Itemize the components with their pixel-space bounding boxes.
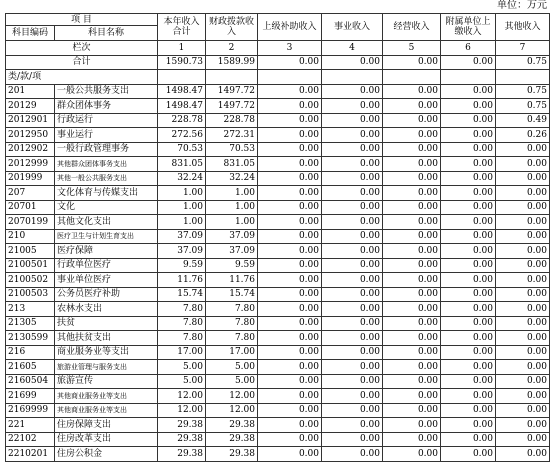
subject-name: 其他群众团体事务支出 (55, 157, 158, 172)
cell-value: 0.00 (496, 142, 550, 157)
cell-value: 0.00 (258, 171, 322, 186)
cell-value: 0.00 (496, 447, 550, 462)
cell-value: 0.00 (496, 287, 550, 302)
cell-value: 0.00 (441, 316, 496, 331)
total-value: 0.00 (322, 55, 383, 70)
cell-value: 0.75 (496, 99, 550, 114)
cell-value: 7.80 (158, 302, 206, 317)
subject-name: 医疗保障 (55, 244, 158, 259)
table-row (6, 331, 550, 346)
cell-value: 0.00 (383, 186, 441, 201)
cell-value: 0.00 (258, 84, 322, 99)
cell-value: 0.00 (383, 128, 441, 143)
subject-name: 住房改革支出 (55, 432, 158, 447)
cell-value: 0.26 (496, 128, 550, 143)
cell-value: 37.09 (206, 244, 258, 259)
table-row (6, 447, 550, 462)
cell-value: 5.00 (158, 360, 206, 375)
total-value: 1590.73 (158, 55, 206, 70)
cell-value: 0.00 (258, 142, 322, 157)
cell-value: 0.00 (441, 403, 496, 418)
cell-value: 0.00 (322, 331, 383, 346)
table-row (6, 432, 550, 447)
cell-value: 0.00 (258, 287, 322, 302)
subject-name: 其他商业服务业等支出 (55, 389, 158, 404)
table-row (6, 142, 550, 157)
cell-value: 12.00 (158, 389, 206, 404)
subject-name: 行政运行 (55, 113, 158, 128)
table-row (6, 229, 550, 244)
subject-name: 其他商业服务业等支出 (55, 403, 158, 418)
lanci-row (6, 41, 550, 56)
cell-value: 0.00 (383, 302, 441, 317)
cell-value: 0.00 (441, 345, 496, 360)
cell-value: 0.00 (441, 389, 496, 404)
cell-value: 0.00 (441, 99, 496, 114)
total-value: 0.75 (496, 55, 550, 70)
cell-value: 17.00 (158, 345, 206, 360)
table-row (6, 287, 550, 302)
cell-value: 0.00 (441, 142, 496, 157)
cell-value: 37.09 (158, 229, 206, 244)
cell-value: 0.00 (322, 186, 383, 201)
cell-value: 0.00 (322, 360, 383, 375)
cell-value: 0.00 (322, 432, 383, 447)
subject-code: 20129 (6, 99, 55, 114)
subject-code: 21699 (6, 389, 55, 404)
total-value: 1589.99 (206, 55, 258, 70)
cell-value: 0.00 (441, 200, 496, 215)
cell-value: 0.00 (441, 302, 496, 317)
cell-value: 0.00 (383, 258, 441, 273)
cell-value: 0.00 (322, 244, 383, 259)
cell-value: 0.00 (322, 345, 383, 360)
subject-code: 207 (6, 186, 55, 201)
cell-value: 7.80 (206, 302, 258, 317)
subject-name: 行政单位医疗 (55, 258, 158, 273)
cell-value: 0.00 (441, 157, 496, 172)
cell-value: 0.00 (322, 258, 383, 273)
cell-value: 0.00 (441, 113, 496, 128)
cell-value: 0.00 (322, 403, 383, 418)
cell-value: 0.00 (322, 273, 383, 288)
cell-value: 29.38 (158, 447, 206, 462)
cell-value: 0.00 (258, 302, 322, 317)
cell-value: 228.78 (206, 113, 258, 128)
subject-code: 210 (6, 229, 55, 244)
subject-code: 216 (6, 345, 55, 360)
cell-value: 0.49 (496, 113, 550, 128)
cell-value: 0.00 (322, 200, 383, 215)
cell-value: 0.00 (322, 171, 383, 186)
subject-code: 20701 (6, 200, 55, 215)
subject-code: 2100501 (6, 258, 55, 273)
cell-value: 1498.47 (158, 99, 206, 114)
col-header-3: 上级补助收入 (258, 14, 322, 41)
cell-value: 29.38 (158, 418, 206, 433)
cell-value: 0.00 (496, 171, 550, 186)
col-header-5: 经营收入 (383, 14, 441, 41)
cell-value: 0.00 (496, 345, 550, 360)
cell-value: 0.00 (441, 287, 496, 302)
cell-value: 0.00 (496, 432, 550, 447)
cell-value: 272.56 (158, 128, 206, 143)
cell-value: 29.38 (158, 432, 206, 447)
subject-name: 一般公共服务支出 (55, 84, 158, 99)
cell-value: 0.00 (258, 331, 322, 346)
subject-code: 2012902 (6, 142, 55, 157)
cell-value: 831.05 (206, 157, 258, 172)
cell-value: 0.00 (383, 418, 441, 433)
cell-value: 15.74 (158, 287, 206, 302)
class-row (6, 70, 550, 85)
cell-value: 7.80 (158, 331, 206, 346)
cell-value: 0.00 (383, 331, 441, 346)
code-col-header: 科目编码 (6, 26, 55, 41)
income-table (5, 13, 550, 462)
subject-code: 2100503 (6, 287, 55, 302)
subject-code: 2130599 (6, 331, 55, 346)
cell-value: 1.00 (206, 200, 258, 215)
cell-value: 11.76 (206, 273, 258, 288)
cell-value: 7.80 (158, 316, 206, 331)
cell-value: 0.00 (496, 302, 550, 317)
cell-value: 0.00 (383, 244, 441, 259)
table-row (6, 302, 550, 317)
subject-code: 21005 (6, 244, 55, 259)
subject-code: 213 (6, 302, 55, 317)
cell-value: 29.38 (206, 447, 258, 462)
cell-value: 0.00 (441, 360, 496, 375)
cell-value: 0.00 (258, 418, 322, 433)
cell-value: 0.00 (441, 186, 496, 201)
cell-value: 1.00 (158, 200, 206, 215)
cell-value: 0.00 (258, 128, 322, 143)
cell-value: 0.00 (322, 374, 383, 389)
table-row (6, 99, 550, 114)
total-label: 合计 (6, 55, 158, 70)
cell-value: 11.76 (158, 273, 206, 288)
cell-value: 0.00 (496, 360, 550, 375)
cell-value: 0.00 (383, 200, 441, 215)
table-row (6, 389, 550, 404)
subject-name: 住房保障支出 (55, 418, 158, 433)
cell-value: 0.00 (322, 389, 383, 404)
cell-value: 0.00 (258, 316, 322, 331)
table-row (6, 171, 550, 186)
subject-name: 群众团体事务 (55, 99, 158, 114)
cell-value: 37.09 (206, 229, 258, 244)
subject-name: 农林水支出 (55, 302, 158, 317)
subject-name: 住房公积金 (55, 447, 158, 462)
total-value: 0.00 (441, 55, 496, 70)
col-header-1: 本年收入合计 (158, 14, 206, 41)
cell-value: 0.00 (383, 157, 441, 172)
cell-value: 1.00 (206, 186, 258, 201)
subject-name: 其他扶贫支出 (55, 331, 158, 346)
cell-value: 0.00 (322, 418, 383, 433)
unit-label: 单位：万元 (497, 0, 547, 11)
cell-value: 0.00 (496, 229, 550, 244)
total-row (6, 55, 550, 70)
cell-value: 0.00 (258, 186, 322, 201)
cell-value: 1.00 (158, 186, 206, 201)
table-row (6, 128, 550, 143)
cell-value: 0.00 (258, 273, 322, 288)
subject-name: 旅游业管理与服务支出 (55, 360, 158, 375)
cell-value: 0.00 (496, 418, 550, 433)
cell-value: 0.00 (383, 374, 441, 389)
cell-value: 12.00 (206, 403, 258, 418)
subject-code: 2210201 (6, 447, 55, 462)
cell-value: 0.00 (383, 171, 441, 186)
lanci-label: 栏次 (6, 41, 158, 56)
cell-value: 0.00 (258, 200, 322, 215)
subject-code: 201999 (6, 171, 55, 186)
table-row (6, 200, 550, 215)
subject-name: 事业单位医疗 (55, 273, 158, 288)
cell-value: 0.00 (441, 244, 496, 259)
subject-code: 2169999 (6, 403, 55, 418)
cell-value: 0.00 (383, 229, 441, 244)
subject-name: 文化 (55, 200, 158, 215)
col-header-4: 事业收入 (322, 14, 383, 41)
cell-value: 17.00 (206, 345, 258, 360)
cell-value: 0.00 (383, 389, 441, 404)
subject-name: 一般行政管理事务 (55, 142, 158, 157)
cell-value: 0.00 (496, 215, 550, 230)
cell-value: 0.00 (322, 287, 383, 302)
cell-value: 37.09 (158, 244, 206, 259)
cell-value: 1.00 (206, 215, 258, 230)
project-header: 项 目 (6, 14, 158, 26)
col-num: 2 (206, 41, 258, 56)
cell-value: 0.00 (322, 113, 383, 128)
table-row (6, 345, 550, 360)
cell-value: 272.31 (206, 128, 258, 143)
cell-value: 0.00 (258, 215, 322, 230)
col-num: 5 (383, 41, 441, 56)
table-row (6, 273, 550, 288)
table-row (6, 403, 550, 418)
subject-code: 2070199 (6, 215, 55, 230)
table-row (6, 374, 550, 389)
subject-code: 201 (6, 84, 55, 99)
cell-value: 0.00 (496, 186, 550, 201)
subject-code: 2012950 (6, 128, 55, 143)
cell-value: 7.80 (206, 331, 258, 346)
cell-value: 0.00 (383, 287, 441, 302)
cell-value: 0.00 (258, 244, 322, 259)
cell-value: 0.75 (496, 84, 550, 99)
cell-value: 0.00 (496, 200, 550, 215)
subject-code: 2160504 (6, 374, 55, 389)
cell-value: 12.00 (206, 389, 258, 404)
cell-value: 0.00 (322, 157, 383, 172)
table-row (6, 186, 550, 201)
table-row (6, 418, 550, 433)
cell-value: 0.00 (383, 215, 441, 230)
cell-value: 5.00 (206, 374, 258, 389)
col-num: 6 (441, 41, 496, 56)
cell-value: 0.00 (258, 99, 322, 114)
cell-value: 831.05 (158, 157, 206, 172)
cell-value: 0.00 (383, 142, 441, 157)
total-value: 0.00 (258, 55, 322, 70)
subject-name: 其他一般公共服务支出 (55, 171, 158, 186)
table-row (6, 316, 550, 331)
cell-value: 0.00 (441, 84, 496, 99)
cell-value: 0.00 (496, 316, 550, 331)
cell-value: 12.00 (158, 403, 206, 418)
cell-value: 0.00 (383, 403, 441, 418)
subject-name: 公务员医疗补助 (55, 287, 158, 302)
table-row (6, 215, 550, 230)
cell-value: 0.00 (258, 432, 322, 447)
cell-value: 0.00 (496, 258, 550, 273)
cell-value: 0.00 (441, 374, 496, 389)
cell-value: 9.59 (206, 258, 258, 273)
cell-value: 0.00 (322, 84, 383, 99)
cell-value: 15.74 (206, 287, 258, 302)
cell-value: 0.00 (383, 84, 441, 99)
cell-value: 0.00 (383, 273, 441, 288)
cell-value: 0.00 (496, 374, 550, 389)
cell-value: 0.00 (441, 418, 496, 433)
cell-value: 0.00 (496, 403, 550, 418)
cell-value: 0.00 (322, 229, 383, 244)
cell-value: 0.00 (322, 447, 383, 462)
col-header-2: 财政拨款收入 (206, 14, 258, 41)
cell-value: 0.00 (383, 113, 441, 128)
table-row (6, 244, 550, 259)
cell-value: 0.00 (496, 244, 550, 259)
cell-value: 1.00 (158, 215, 206, 230)
cell-value: 5.00 (158, 374, 206, 389)
cell-value: 0.00 (441, 331, 496, 346)
subject-name: 商业服务业等支出 (55, 345, 158, 360)
col-num: 7 (496, 41, 550, 56)
cell-value: 32.24 (206, 171, 258, 186)
cell-value: 0.00 (496, 331, 550, 346)
cell-value: 0.00 (383, 345, 441, 360)
cell-value: 7.80 (206, 316, 258, 331)
cell-value: 0.00 (496, 389, 550, 404)
subject-code: 2012999 (6, 157, 55, 172)
cell-value: 0.00 (383, 360, 441, 375)
cell-value: 0.00 (322, 142, 383, 157)
table-row (6, 157, 550, 172)
subject-name: 旅游宣传 (55, 374, 158, 389)
cell-value: 0.00 (496, 273, 550, 288)
cell-value: 29.38 (206, 418, 258, 433)
cell-value: 70.53 (206, 142, 258, 157)
cell-value: 0.00 (322, 302, 383, 317)
cell-value: 0.00 (441, 273, 496, 288)
col-header-7: 其他收入 (496, 14, 550, 41)
subject-name: 医疗卫生与计划生育支出 (55, 229, 158, 244)
subject-code: 221 (6, 418, 55, 433)
class-label: 类/款/项 (6, 70, 158, 85)
header-row-project (6, 14, 550, 26)
cell-value: 0.00 (258, 345, 322, 360)
cell-value: 0.00 (258, 229, 322, 244)
table-row (6, 113, 550, 128)
cell-value: 32.24 (158, 171, 206, 186)
table-row (6, 258, 550, 273)
cell-value: 0.00 (441, 447, 496, 462)
cell-value: 0.00 (441, 229, 496, 244)
subject-code: 2012901 (6, 113, 55, 128)
cell-value: 0.00 (322, 215, 383, 230)
cell-value: 0.00 (258, 389, 322, 404)
cell-value: 0.00 (441, 432, 496, 447)
cell-value: 0.00 (258, 113, 322, 128)
cell-value: 0.00 (441, 258, 496, 273)
cell-value: 0.00 (258, 374, 322, 389)
subject-name: 其他文化支出 (55, 215, 158, 230)
subject-code: 21605 (6, 360, 55, 375)
subject-code: 21305 (6, 316, 55, 331)
subject-name: 事业运行 (55, 128, 158, 143)
cell-value: 0.00 (383, 316, 441, 331)
cell-value: 0.00 (258, 258, 322, 273)
cell-value: 0.00 (322, 99, 383, 114)
subject-name: 文化体育与传媒支出 (55, 186, 158, 201)
cell-value: 0.00 (383, 432, 441, 447)
col-num: 1 (158, 41, 206, 56)
cell-value: 1497.72 (206, 99, 258, 114)
cell-value: 9.59 (158, 258, 206, 273)
subject-name: 扶贫 (55, 316, 158, 331)
col-num: 4 (322, 41, 383, 56)
cell-value: 0.00 (441, 171, 496, 186)
total-value: 0.00 (383, 55, 441, 70)
cell-value: 0.00 (383, 99, 441, 114)
cell-value: 0.00 (258, 447, 322, 462)
cell-value: 228.78 (158, 113, 206, 128)
cell-value: 5.00 (206, 360, 258, 375)
table-row (6, 84, 550, 99)
cell-value: 0.00 (258, 403, 322, 418)
cell-value: 1498.47 (158, 84, 206, 99)
subject-code: 2100502 (6, 273, 55, 288)
cell-value: 1497.72 (206, 84, 258, 99)
cell-value: 29.38 (206, 432, 258, 447)
cell-value: 70.53 (158, 142, 206, 157)
cell-value: 0.00 (322, 128, 383, 143)
table-row (6, 360, 550, 375)
cell-value: 0.00 (496, 157, 550, 172)
subject-code: 22102 (6, 432, 55, 447)
cell-value: 0.00 (258, 157, 322, 172)
cell-value: 0.00 (383, 447, 441, 462)
col-header-6: 附属单位上缴收入 (441, 14, 496, 41)
col-num: 3 (258, 41, 322, 56)
cell-value: 0.00 (441, 215, 496, 230)
cell-value: 0.00 (322, 316, 383, 331)
cell-value: 0.00 (258, 360, 322, 375)
name-col-header: 科目名称 (55, 26, 158, 41)
cell-value: 0.00 (441, 128, 496, 143)
